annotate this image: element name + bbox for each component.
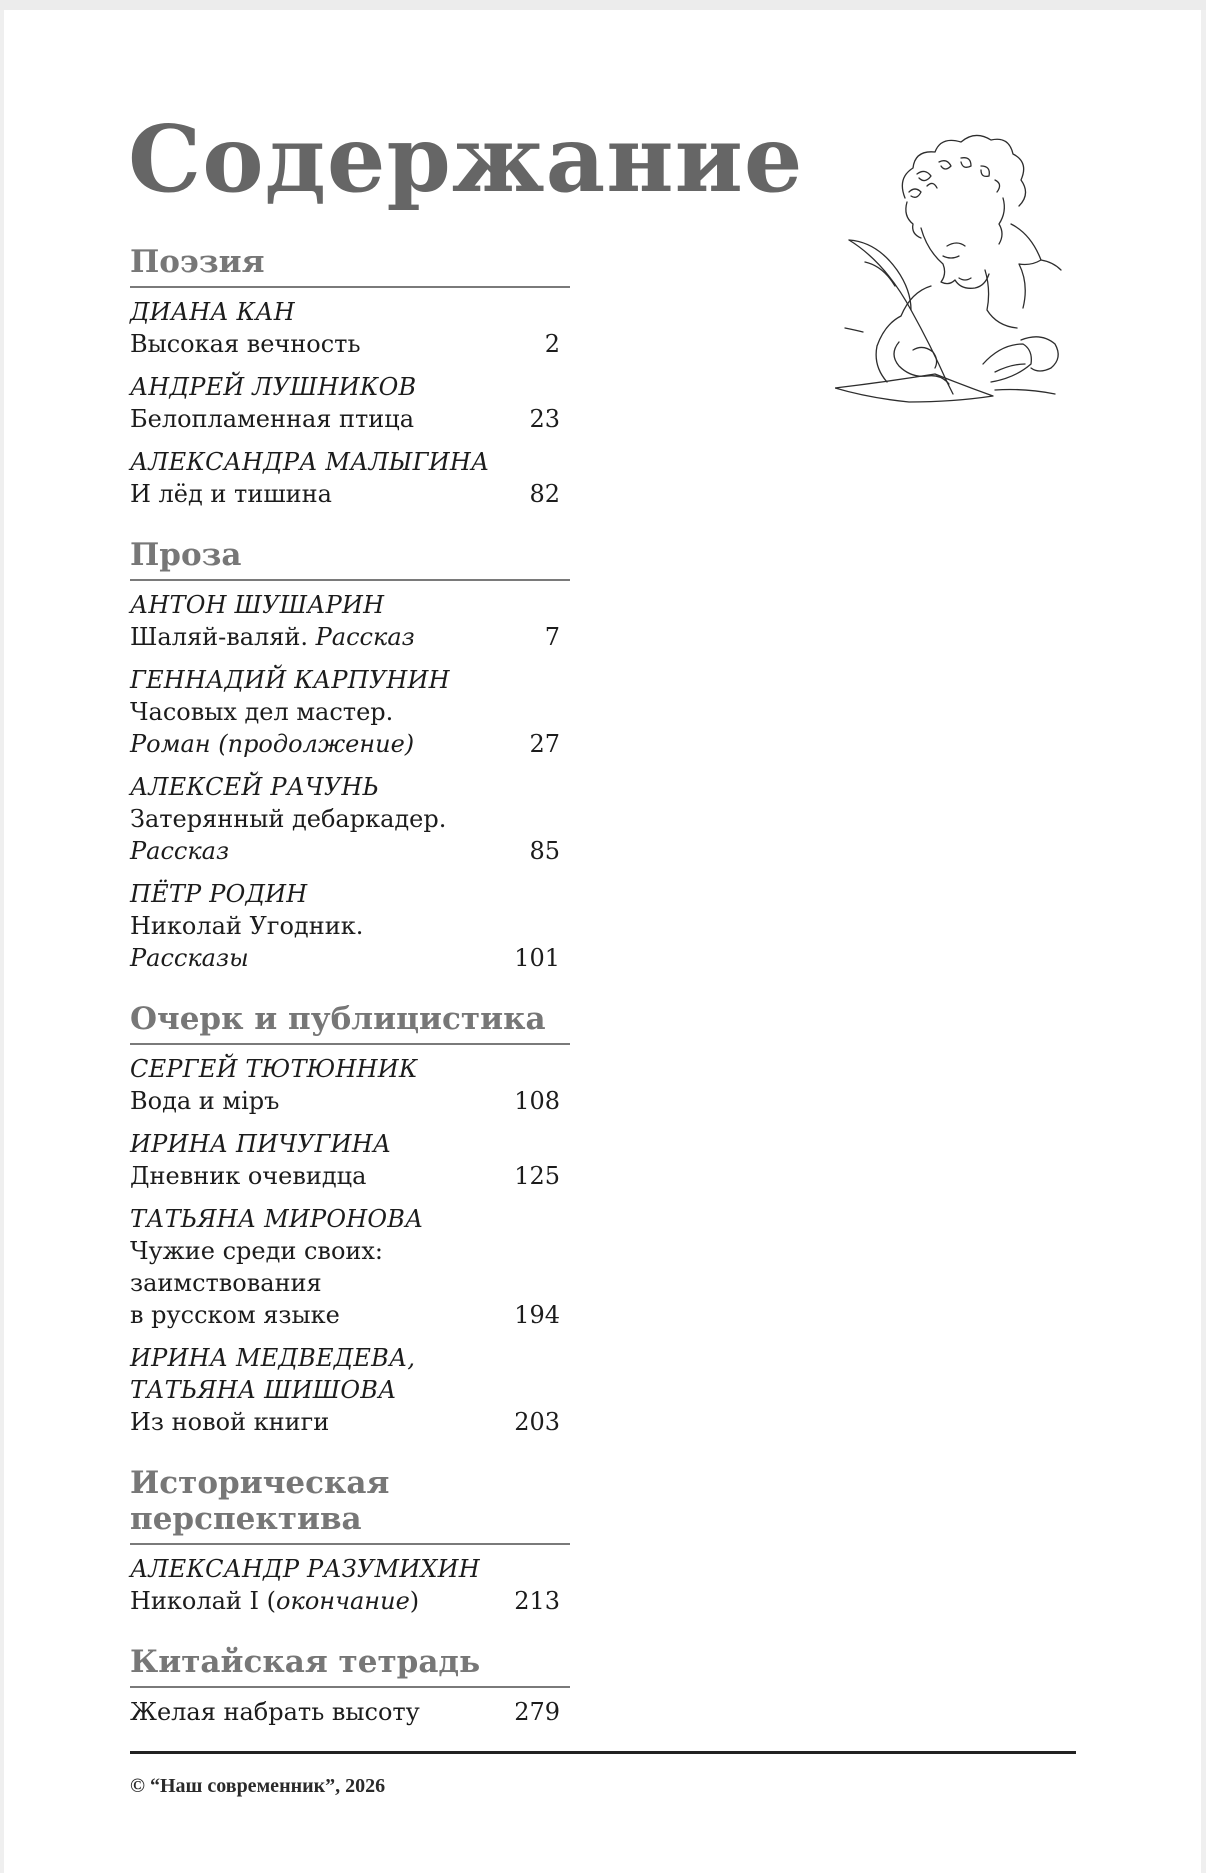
entry-author: ИРИНА ПИЧУГИНА (130, 1130, 392, 1158)
entry-list (130, 1696, 570, 1728)
toc-entry[interactable] (130, 1053, 570, 1117)
section-heading: Историческая перспектива (130, 1461, 570, 1545)
entry-title-line (130, 910, 500, 942)
entry-title-text: Затерянный дебаркадер. (130, 805, 447, 833)
section-heading: Китайская тетрадь (130, 1640, 570, 1688)
entry-title-line (130, 478, 500, 510)
toc-entry[interactable] (130, 1128, 570, 1192)
entry-title-line (130, 803, 500, 835)
entry-title-text: Дневник очевидца (130, 1162, 367, 1190)
poet-portrait-illustration (835, 128, 1080, 428)
entry-page-number: 23 (529, 405, 560, 433)
entry-page-number: 125 (514, 1162, 560, 1190)
toc-entry[interactable] (130, 664, 570, 760)
entry-title-text: Николай Угодник. (130, 912, 364, 940)
toc-entry[interactable] (130, 771, 570, 867)
window-top-band (0, 0, 1206, 10)
toc-entry[interactable] (130, 296, 570, 360)
entry-list (130, 296, 570, 510)
entry-title-text: Чужие среди своих: (130, 1237, 384, 1265)
footer-divider (130, 1751, 1076, 1754)
page-edge-left (0, 10, 4, 1873)
entry-title-line (130, 403, 500, 435)
page-edge-right (1201, 10, 1206, 1873)
entry-title-line (130, 1696, 500, 1728)
entry-page-number: 27 (529, 730, 560, 758)
entry-page-number: 213 (514, 1587, 560, 1615)
entry-genre-note: Роман (продолжение) (130, 730, 415, 758)
toc-section (130, 240, 570, 510)
entry-title-text: Николай I ( (130, 1587, 277, 1615)
entry-author: АЛЕКСАНДР РАЗУМИХИН (130, 1555, 480, 1583)
entry-page-number: 2 (544, 330, 560, 358)
entry-title-tail: ) (409, 1587, 420, 1615)
entry-title-line (130, 1160, 500, 1192)
entry-author: АНДРЕЙ ЛУШНИКОВ (130, 373, 417, 401)
entry-title-text: Часовых дел мастер. (130, 698, 394, 726)
entry-title-line (130, 1299, 500, 1331)
toc-entry[interactable] (130, 1342, 570, 1438)
entry-page-number: 7 (544, 623, 560, 651)
section-heading: Поэзия (130, 240, 570, 288)
toc-entry[interactable] (130, 1553, 570, 1617)
entry-author: СЕРГЕЙ ТЮТЮННИК (130, 1055, 418, 1083)
entry-title-text: Высокая вечность (130, 330, 361, 358)
page-title: Содержание (128, 105, 804, 213)
entry-page-number: 101 (514, 944, 560, 972)
entry-page-number: 85 (529, 837, 560, 865)
toc-entry[interactable] (130, 1203, 570, 1331)
entry-genre-note: Рассказы (130, 944, 249, 972)
entry-list (130, 589, 570, 974)
toc-entry[interactable] (130, 878, 570, 974)
entry-title-text: И лёд и тишина (130, 480, 332, 508)
entry-title-text: Из новой книги (130, 1408, 330, 1436)
toc-entry[interactable] (130, 1696, 570, 1728)
entry-title-line (130, 1235, 500, 1267)
entry-genre-note: окончание (276, 1587, 410, 1615)
toc-section (130, 997, 570, 1438)
toc-section (130, 1640, 570, 1728)
entry-title-text: Белопламенная птица (130, 405, 415, 433)
table-of-contents (130, 240, 570, 1728)
entry-page-number: 203 (514, 1408, 560, 1436)
entry-genre-note: Рассказ (130, 837, 230, 865)
toc-section (130, 1461, 570, 1617)
entry-title-text: в русском языке (130, 1301, 340, 1329)
entry-page-number: 194 (514, 1301, 560, 1329)
entry-title-line (130, 728, 500, 760)
entry-author: АНТОН ШУШАРИН (130, 591, 385, 619)
entry-page-number: 82 (529, 480, 560, 508)
entry-author: ТАТЬЯНА ШИШОВА (130, 1376, 397, 1404)
entry-title-line (130, 1585, 500, 1617)
entry-author: ТАТЬЯНА МИРОНОВА (130, 1205, 424, 1233)
entry-list (130, 1053, 570, 1438)
entry-page-number: 279 (514, 1698, 560, 1726)
copyright-notice: © “Наш современник”, 2026 (130, 1775, 386, 1797)
section-heading: Очерк и публицистика (130, 997, 570, 1045)
entry-title-line (130, 835, 500, 867)
entry-title-text: Желая набрать высоту (130, 1698, 420, 1726)
toc-section (130, 533, 570, 974)
entry-title-text: Шаляй-валяй. (130, 623, 316, 651)
poet-sketch-icon (835, 128, 1080, 428)
entry-title-text: заимствования (130, 1269, 322, 1297)
entry-page-number: 108 (514, 1087, 560, 1115)
entry-author: АЛЕКСАНДРА МАЛЫГИНА (130, 448, 490, 476)
entry-title-line (130, 621, 500, 653)
entry-title-line (130, 1406, 500, 1438)
entry-title-line (130, 942, 500, 974)
section-heading: Проза (130, 533, 570, 581)
entry-title-line (130, 696, 500, 728)
entry-author: ПЁТР РОДИН (130, 880, 308, 908)
entry-author: ДИАНА КАН (130, 298, 295, 326)
entry-author: ИРИНА МЕДВЕДЕВА, (130, 1344, 416, 1372)
entry-title-line (130, 1085, 500, 1117)
entry-genre-note: Рассказ (315, 623, 415, 651)
toc-entry[interactable] (130, 589, 570, 653)
entry-author: ГЕННАДИЙ КАРПУНИН (130, 666, 450, 694)
entry-title-line (130, 1267, 500, 1299)
entry-author: АЛЕКСЕЙ РАЧУНЬ (130, 773, 379, 801)
entry-title-line (130, 328, 500, 360)
entry-list (130, 1553, 570, 1617)
toc-entry[interactable] (130, 371, 570, 435)
toc-entry[interactable] (130, 446, 570, 510)
entry-title-text: Вода и міръ (130, 1087, 280, 1115)
